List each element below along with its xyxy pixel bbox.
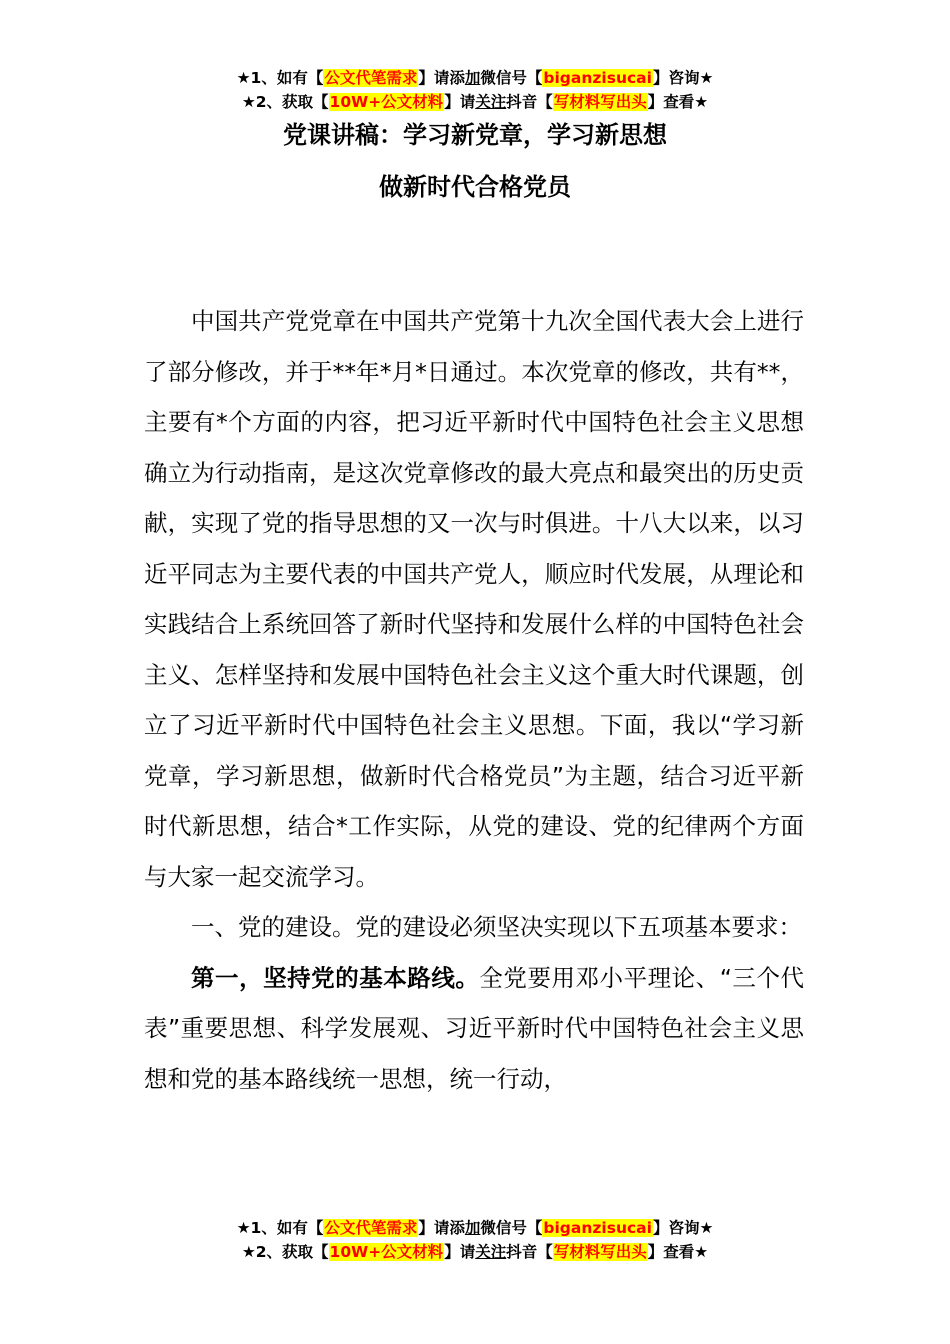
- banner-line-2: ★2、获取【10W+公文材料】请关注抖音【写材料写出头】查看★: [241, 93, 709, 111]
- highlight-service: 公文代笔需求: [324, 1219, 418, 1237]
- banner-line-2: ★2、获取【10W+公文材料】请关注抖音【写材料写出头】查看★: [241, 1243, 709, 1261]
- footer-banner: [0, 1216, 950, 1264]
- paragraph-intro: 中国共产党党章在中国共产党第十九次全国代表大会上进行了部分修改，并于**年*月*日通过。本次党章的修改，共有**，主要有*个方面的内容，把习近平新时代中国特色社会主义思想确立为行动指南，是这次党章修改的最大亮点和最突出的历史贡献，实现了党的指导思想的又一次与时俱进。十八大以来，以习近平同志为主要代表的中国共产党人，顺应时代发展，从理论和实践结合上系统回答了新时代坚持和发展什么样的中国特色社会主义、怎样坚持和发展中国特色社会主义这个重大时代课题，创立了习近平新时代中国特色社会主义思想。下面，我以“学习新党章，学习新思想，做新时代合格党员”为主题，结合习近平新时代新思想，结合*工作实际，从党的建设、党的纪律两个方面与大家一起交流学习。: [144, 307, 804, 891]
- highlight-service: 公文代笔需求: [324, 69, 418, 87]
- document-title: 党课讲稿：学习新党章，学习新思想: [283, 121, 667, 149]
- document-body: [144, 296, 804, 1104]
- highlight-materials: 10W+公文材料: [329, 1243, 444, 1261]
- header-banner: [0, 66, 950, 114]
- highlight-materials: 10W+公文材料: [329, 93, 444, 111]
- highlight-wechat-id: biganzisucai: [543, 69, 652, 87]
- banner-line-1: ★1、如有【公文代笔需求】请添加微信号【biganzisucai】咨询★: [236, 1219, 714, 1237]
- banner-line-1: ★1、如有【公文代笔需求】请添加微信号【biganzisucai】咨询★: [236, 69, 714, 87]
- paragraph-point-1: 第一，坚持党的基本路线。全党要用邓小平理论、“三个代表”重要思想、科学发展观、习近平新时代中国特色社会主义思想和党的基本路线统一思想，统一行动，: [144, 963, 804, 1093]
- highlight-wechat-id: biganzisucai: [543, 1219, 652, 1237]
- highlight-douyin: 写材料写出头: [553, 1243, 647, 1261]
- point-heading: 第一，坚持党的基本路线。: [191, 963, 480, 992]
- highlight-douyin: 写材料写出头: [553, 93, 647, 111]
- paragraph-section-1: 一、党的建设。党的建设必须坚决实现以下五项基本要求：: [191, 913, 802, 941]
- document-subtitle: 做新时代合格党员: [379, 173, 571, 201]
